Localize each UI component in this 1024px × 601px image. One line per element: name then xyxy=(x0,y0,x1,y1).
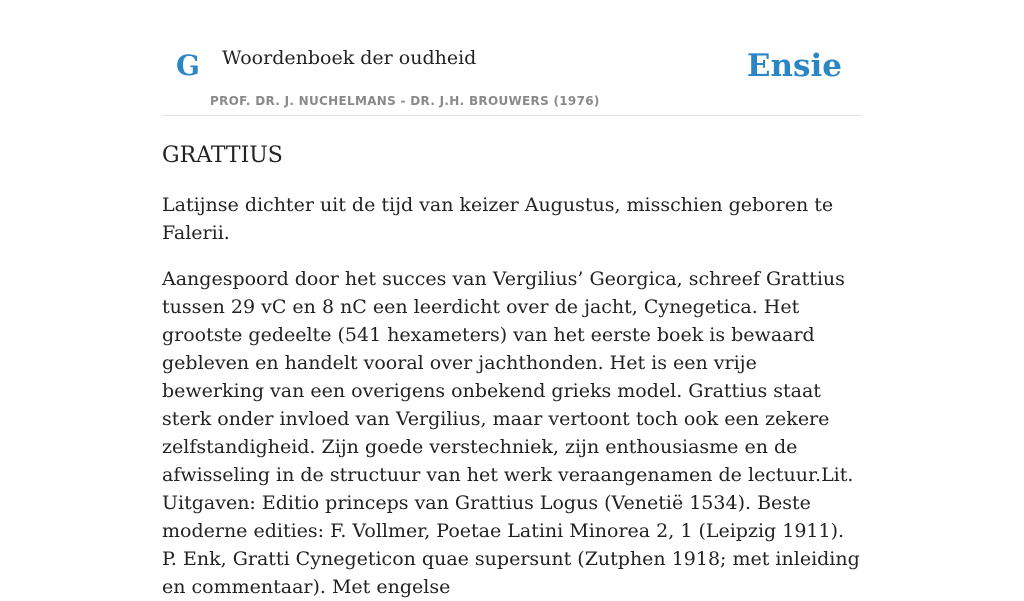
book-authors: PROF. DR. J. NUCHELMANS - DR. J.H. BROUWERS (1976) xyxy=(210,94,600,108)
book-title[interactable]: Woordenboek der oudheid xyxy=(222,47,477,69)
page xyxy=(162,0,862,599)
article-paragraph: Latijnse dichter uit de tijd van keizer Augustus, misschien geboren te Falerii. xyxy=(162,194,834,245)
article-headword: GRATTIUS xyxy=(162,143,283,168)
brand-logo[interactable]: Ensie xyxy=(746,48,842,84)
article-paragraph: Aangespoord door het succes van Vergilius’ Georgica, schreef Grattius tussen 29 vC en 8 nC een leerdicht over de jacht, Cynegetica. Het grootste gedeelte (541 hexameters) van het eerste boek is bewaard gebleven en handelt vooral over jachthonden. Het is een vrije bewerking van een overigens onbekend grieks model. Grattius staat sterk onder invloed van Vergilius, maar vertoont toch ook een zekere zelfstandigheid. Zijn goede verstechniek, zijn enthousiasme en de afwisseling in de structuur van het werk veraangenamen de lectuur.Lit. Uitgaven: Editio princeps van Grattius Logus (Venetië 1534). Beste moderne edities: F. Vollmer, Poetae Latini Minorea 2, 1 (Leipzig 1911). P. Enk, Gratti Cynegeticon quae supersunt (Zutphen 1918; met inleiding en commentaar). Met engelse xyxy=(162,268,860,599)
index-letter[interactable]: G xyxy=(176,49,200,82)
header xyxy=(162,0,862,116)
